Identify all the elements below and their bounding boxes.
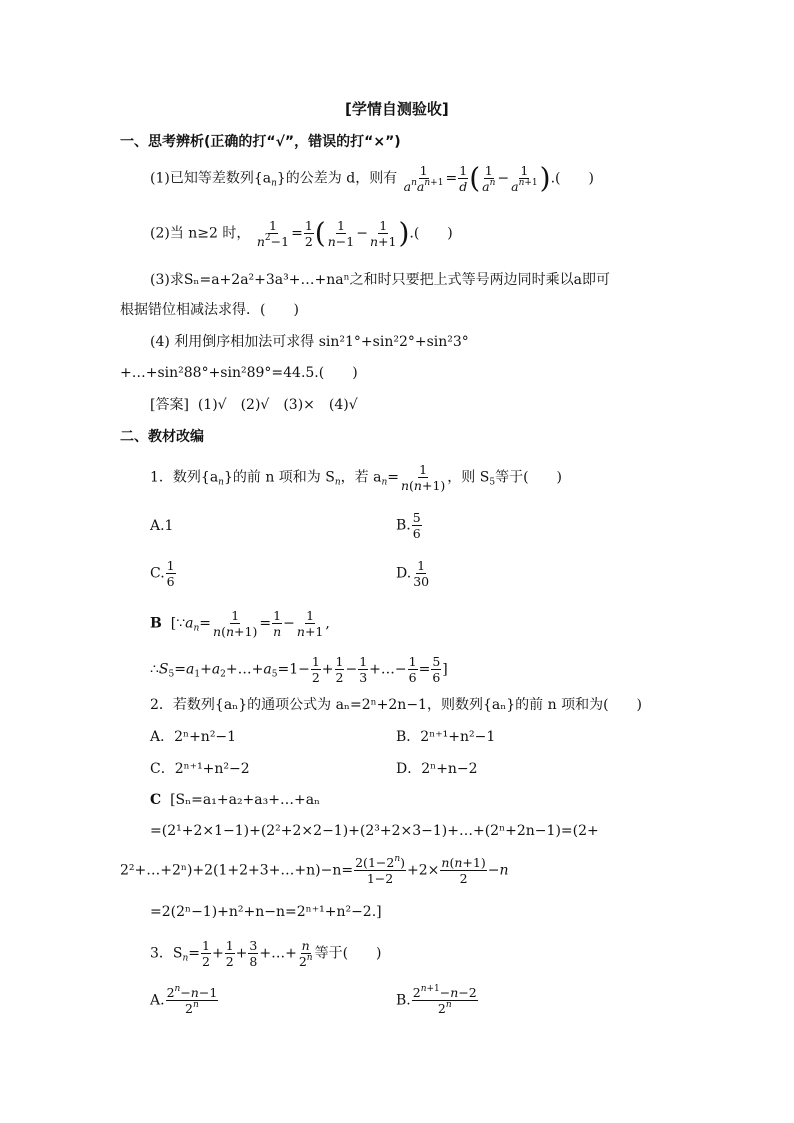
problem-1-stem: 1．数列$\{a_n\}$的前 n 项和为 $S_n$，若 $a_n=$ $\frac{1}{n(n+1)}$ ，则 $S_5$等于( ): [150, 462, 563, 493]
part1-heading: 一、思考辨析(正确的打“√”，错误的打“×”): [120, 134, 401, 150]
problem-1-solution-line1: B [$\because a_n=$ $\frac{1}{n(n+1)}$ = $\frac{1}{n}$ − $\frac{1}{n+1}$ ,: [150, 608, 330, 639]
question-4-line1: (4) 利用倒序相加法可求得 sin²1°+sin²2°+sin²3°: [150, 334, 469, 350]
problem-1-option-b: B. $\frac{5}{6}$: [396, 510, 421, 541]
question-3-line1: (3)求Sₙ=a+2a²+3a³+…+naⁿ之和时只要把上式等号两边同时乘以a即可: [150, 272, 610, 288]
problem-1-solution-line2: $\therefore S_5=a_1+a_2+\dots+a_5=1-$ $\frac{1}{2}$ + $\frac{1}{2}$ − $\frac{1}{3}$ +…− $\frac{1}{6}$ = $\frac{5}{6}$ ]: [150, 654, 448, 685]
problem-2-solution-line2: =(2¹+2×1−1)+(2²+2×2−1)+(2³+2×3−1)+…+(2ⁿ+2n−1)=(2+: [150, 823, 599, 839]
problem-1-option-d: D. $\frac{1}{30}$: [396, 558, 430, 589]
problem-2-option-a: A．2ⁿ+n²−1: [150, 729, 237, 745]
question-1: (1)已知等差数列$\{a_n\}$的公差为 d，则有 1 $a^na^{n+1}$ = $\frac{1}{d}$ ( $\frac{1}{a^n}$ − $\frac{1}{a^{n+1}}$ ).( ): [150, 161, 594, 195]
part2-heading: 二、教材改编: [120, 429, 204, 445]
problem-3-option-a: A. $\frac{2^n-n-1}{2^n}$: [150, 984, 218, 1016]
problem-1-option-a: A.1: [150, 518, 174, 534]
problem-2-option-d: D．2ⁿ+n−2: [396, 761, 478, 777]
problem-2-stem: 2．若数列{aₙ}的通项公式为 aₙ=2ⁿ+2n−1，则数列{aₙ}的前 n 项和为( ): [150, 697, 643, 713]
section-title: [学情自测验收]: [345, 100, 449, 118]
problem-2-solution-line3: 2²+…+2ⁿ)+2(1+2+3+…+n)−n= $\frac{2(1-2^n)}{1-2}$ +2× $\frac{n(n+1)}{2}$ −n: [120, 854, 509, 886]
answer-text: (1)√ (2)√ (3)× (4)√: [197, 397, 358, 413]
problem-2-option-c: C．2ⁿ⁺¹+n²−2: [150, 761, 250, 777]
question-4-line2: +…+sin²88°+sin²89°=44.5.( ): [120, 365, 358, 381]
answer-label: [答案]: [150, 397, 189, 413]
problem-3-option-b: B. $\frac{2^{n+1}-n-2}{2^n}$: [396, 984, 477, 1016]
problem-3-stem: 3．$S_n=$ $\frac{1}{2}$ + $\frac{1}{2}$ + $\frac{3}{8}$ +…+ $\frac{n}{2^n}$ 等于( ): [150, 938, 382, 969]
problem-1-option-c: C. $\frac{1}{6}$: [150, 558, 175, 589]
problem-2-option-b: B．2ⁿ⁺¹+n²−1: [396, 729, 496, 745]
answer-line: [150, 398, 358, 412]
question-3-line2: 根据错位相减法求得．( ): [120, 302, 299, 318]
question-2: (2)当 n≥2 时， $\frac{1}{n^2-1}$ = $\frac{1}{2}$ ( $\frac{1}{n-1}$ − $\frac{1}{n+1}$ ).( ): [150, 216, 453, 250]
problem-2-solution-line1: C [Sₙ=a₁+a₂+a₃+…+aₙ: [150, 792, 321, 808]
problem-2-solution-line4: =2(2ⁿ−1)+n²+n−n=2ⁿ⁺¹+n²−2.]: [150, 904, 382, 920]
